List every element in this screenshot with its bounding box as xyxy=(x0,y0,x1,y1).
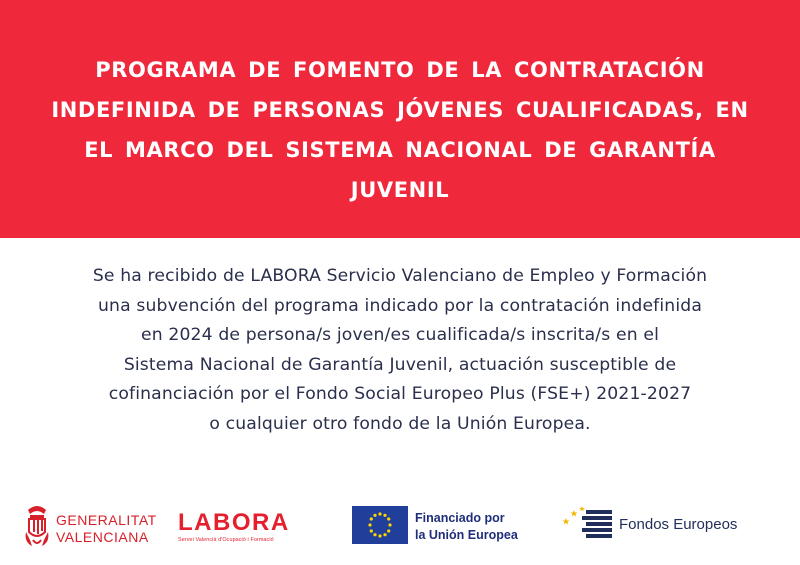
notice-line: Se ha recibido de LABORA Servicio Valenciano de Empleo y Formación xyxy=(92,266,708,286)
generalitat-logo xyxy=(24,500,164,550)
labora-subtitle: Servei Valencià d'Ocupació i Formació xyxy=(178,537,274,543)
notice-line: o cualquier otro fondo de la Unión Europea. xyxy=(209,413,591,434)
fondos-europeos-icon xyxy=(560,504,616,544)
eu-line2: la Unión Europea xyxy=(415,528,518,542)
notice-line: cofinanciación por el Fondo Social Europeo Plus (FSE+) 2021-2027 xyxy=(108,384,692,404)
eu-flag-icon xyxy=(352,506,408,544)
eu-funded-logo xyxy=(352,506,542,548)
generalitat-line2: VALENCIANA xyxy=(56,529,149,545)
fondos-europeos-label: Fondos Europeos xyxy=(619,516,738,533)
eu-line1: Financiado por xyxy=(415,511,505,525)
notice-line: una subvención del programa indicado por la contratación indefinida xyxy=(97,295,703,316)
title-banner xyxy=(0,0,800,238)
notice-text xyxy=(0,262,800,439)
generalitat-emblem-icon xyxy=(24,502,50,548)
notice-line: en 2024 de persona/s joven/es cualificada/s inscrita/s en el xyxy=(140,325,659,345)
labora-wordmark: LABORA xyxy=(178,509,290,536)
fondos-europeos-logo xyxy=(560,504,760,544)
generalitat-line1: GENERALITAT xyxy=(56,512,157,528)
program-title: PROGRAMA DE FOMENTO DE LA CONTRATACIÓN INDEFINIDA DE PERSONAS JÓVENES CUALIFICADAS, EN EL MARCO DEL SISTEMA NACIONAL DE GARANTÍA JUVENIL xyxy=(51,58,749,202)
notice-line: Sistema Nacional de Garantía Juvenil, actuación susceptible de xyxy=(123,354,677,375)
labora-logo xyxy=(178,510,298,554)
